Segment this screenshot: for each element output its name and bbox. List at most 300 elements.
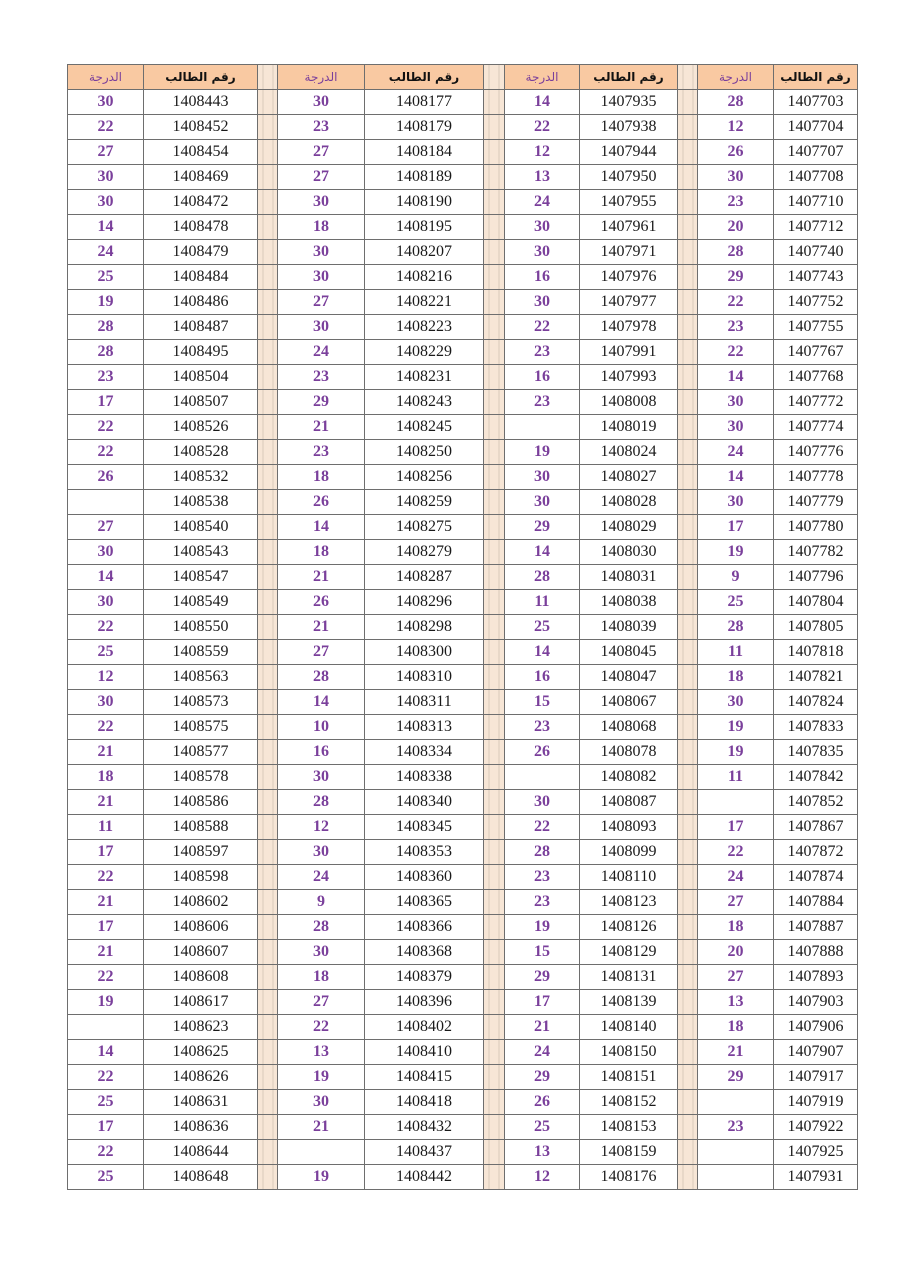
column-separator — [678, 690, 698, 715]
column-separator — [484, 1040, 505, 1065]
grade-cell: 30 — [278, 1090, 365, 1115]
column-separator — [678, 665, 698, 690]
grade-cell: 20 — [698, 215, 774, 240]
student-id-cell: 1408486 — [144, 290, 258, 315]
student-id-cell: 1408027 — [580, 465, 678, 490]
grade-cell: 25 — [505, 1115, 580, 1140]
column-separator — [258, 165, 278, 190]
student-id-cell: 1408231 — [365, 365, 484, 390]
student-id-cell: 1408437 — [365, 1140, 484, 1165]
student-id-cell: 1407842 — [774, 765, 858, 790]
student-id-cell: 1408300 — [365, 640, 484, 665]
grade-cell: 17 — [68, 915, 144, 940]
grade-cell: 19 — [505, 915, 580, 940]
table-row — [68, 765, 858, 790]
grade-cell: 27 — [698, 890, 774, 915]
table-row — [68, 1090, 858, 1115]
grade-cell: 13 — [698, 990, 774, 1015]
student-id-cell: 1407772 — [774, 390, 858, 415]
column-separator — [258, 240, 278, 265]
grade-cell: 19 — [278, 1165, 365, 1190]
grade-cell: 30 — [278, 840, 365, 865]
grade-cell — [698, 1165, 774, 1190]
column-separator — [484, 190, 505, 215]
grade-cell: 14 — [278, 690, 365, 715]
column-separator — [258, 965, 278, 990]
grade-cell: 26 — [68, 465, 144, 490]
student-id-cell: 1408396 — [365, 990, 484, 1015]
grade-cell: 28 — [505, 840, 580, 865]
column-separator — [484, 965, 505, 990]
student-id-cell: 1408478 — [144, 215, 258, 240]
grade-cell: 23 — [505, 865, 580, 890]
student-id-cell: 1407796 — [774, 565, 858, 590]
table-row — [68, 540, 858, 565]
student-id-cell: 1407887 — [774, 915, 858, 940]
student-id-cell: 1408598 — [144, 865, 258, 890]
grade-cell: 16 — [505, 365, 580, 390]
table-row — [68, 715, 858, 740]
grade-cell: 29 — [505, 515, 580, 540]
table-row — [68, 565, 858, 590]
column-separator — [484, 240, 505, 265]
column-separator — [258, 815, 278, 840]
student-id-cell: 1408636 — [144, 1115, 258, 1140]
column-separator — [678, 415, 698, 440]
grade-cell: 9 — [698, 565, 774, 590]
grade-cell: 28 — [505, 565, 580, 590]
column-separator — [484, 215, 505, 240]
student-id-cell: 1407805 — [774, 615, 858, 640]
column-separator — [484, 715, 505, 740]
student-id-cell: 1408443 — [144, 90, 258, 115]
column-separator — [258, 115, 278, 140]
student-id-cell: 1408310 — [365, 665, 484, 690]
student-id-cell: 1407833 — [774, 715, 858, 740]
grade-cell: 22 — [278, 1015, 365, 1040]
grade-cell: 13 — [505, 165, 580, 190]
grade-cell: 17 — [505, 990, 580, 1015]
student-id-cell: 1408577 — [144, 740, 258, 765]
grade-cell: 15 — [505, 690, 580, 715]
column-separator — [678, 265, 698, 290]
student-id-cell: 1407888 — [774, 940, 858, 965]
column-separator — [484, 640, 505, 665]
column-separator — [678, 565, 698, 590]
student-id-cell: 1407976 — [580, 265, 678, 290]
student-id-cell: 1408039 — [580, 615, 678, 640]
column-separator — [258, 740, 278, 765]
table-row — [68, 265, 858, 290]
column-separator — [678, 140, 698, 165]
column-separator — [678, 240, 698, 265]
grade-cell: 21 — [68, 890, 144, 915]
grade-cell: 19 — [698, 540, 774, 565]
column-separator — [258, 540, 278, 565]
table-row — [68, 90, 858, 115]
student-id-cell: 1408543 — [144, 540, 258, 565]
grade-cell: 22 — [698, 340, 774, 365]
column-separator — [678, 865, 698, 890]
student-id-cell: 1408631 — [144, 1090, 258, 1115]
table-row — [68, 365, 858, 390]
student-id-cell: 1407835 — [774, 740, 858, 765]
column-separator — [484, 815, 505, 840]
grade-cell: 19 — [278, 1065, 365, 1090]
grade-cell: 17 — [68, 840, 144, 865]
grade-cell: 11 — [68, 815, 144, 840]
table-row — [68, 415, 858, 440]
column-separator — [678, 790, 698, 815]
grade-cell: 21 — [278, 565, 365, 590]
grade-cell: 11 — [698, 765, 774, 790]
grade-cell: 16 — [278, 740, 365, 765]
student-id-cell: 1408087 — [580, 790, 678, 815]
column-separator — [484, 1115, 505, 1140]
table-row — [68, 590, 858, 615]
column-separator — [678, 815, 698, 840]
column-separator — [678, 390, 698, 415]
table-row — [68, 390, 858, 415]
column-separator — [258, 765, 278, 790]
grade-cell: 18 — [278, 215, 365, 240]
student-id-cell: 1407778 — [774, 465, 858, 490]
column-separator — [678, 465, 698, 490]
grade-cell: 17 — [68, 390, 144, 415]
grade-cell: 22 — [505, 815, 580, 840]
student-id-cell: 1408345 — [365, 815, 484, 840]
student-id-cell: 1408047 — [580, 665, 678, 690]
column-separator — [678, 1040, 698, 1065]
table-row — [68, 690, 858, 715]
student-id-cell: 1408223 — [365, 315, 484, 340]
grade-cell: 25 — [68, 1165, 144, 1190]
student-id-cell: 1407779 — [774, 490, 858, 515]
grades-table — [67, 64, 858, 1190]
grade-cell: 30 — [698, 390, 774, 415]
column-separator — [678, 340, 698, 365]
column-separator — [678, 515, 698, 540]
grade-header: الدرجة — [68, 65, 144, 90]
column-separator — [258, 715, 278, 740]
grade-cell: 30 — [505, 790, 580, 815]
student-id-cell: 1407925 — [774, 1140, 858, 1165]
grade-cell: 26 — [505, 740, 580, 765]
student-id-cell: 1407938 — [580, 115, 678, 140]
column-separator — [484, 65, 505, 90]
grade-cell: 17 — [68, 1115, 144, 1140]
grade-cell: 17 — [698, 515, 774, 540]
student-id-cell: 1407917 — [774, 1065, 858, 1090]
table-row — [68, 615, 858, 640]
grade-cell: 23 — [698, 315, 774, 340]
grade-cell: 28 — [68, 315, 144, 340]
grade-cell: 11 — [505, 590, 580, 615]
grade-cell: 30 — [698, 415, 774, 440]
student-id-cell: 1408559 — [144, 640, 258, 665]
student-id-cell: 1408078 — [580, 740, 678, 765]
grade-header: الدرجة — [698, 65, 774, 90]
student-id-cell: 1408151 — [580, 1065, 678, 1090]
grade-cell: 14 — [68, 1040, 144, 1065]
student-id-cell: 1407707 — [774, 140, 858, 165]
student-id-cell: 1408366 — [365, 915, 484, 940]
table-row — [68, 1140, 858, 1165]
column-separator — [484, 1165, 505, 1190]
student-id-cell: 1408029 — [580, 515, 678, 540]
column-separator — [484, 540, 505, 565]
student-id-cell: 1408279 — [365, 540, 484, 565]
grade-cell: 29 — [278, 390, 365, 415]
column-separator — [484, 165, 505, 190]
column-separator — [484, 665, 505, 690]
student-id-cell: 1408602 — [144, 890, 258, 915]
grade-cell: 24 — [698, 865, 774, 890]
student-id-cell: 1408547 — [144, 565, 258, 590]
grade-cell: 30 — [505, 465, 580, 490]
student-id-cell: 1408152 — [580, 1090, 678, 1115]
column-separator — [484, 140, 505, 165]
grade-cell: 28 — [68, 340, 144, 365]
student-id-cell: 1408313 — [365, 715, 484, 740]
grade-cell: 30 — [278, 190, 365, 215]
column-separator — [258, 1040, 278, 1065]
table-row — [68, 940, 858, 965]
column-separator — [484, 740, 505, 765]
column-separator — [258, 290, 278, 315]
student-id-cell: 1408575 — [144, 715, 258, 740]
column-separator — [678, 590, 698, 615]
student-id-cell: 1408623 — [144, 1015, 258, 1040]
grade-cell: 14 — [698, 465, 774, 490]
grade-cell: 30 — [278, 240, 365, 265]
student-id-cell: 1408625 — [144, 1040, 258, 1065]
column-separator — [258, 565, 278, 590]
column-separator — [484, 690, 505, 715]
student-id-cell: 1408353 — [365, 840, 484, 865]
student-id-cell: 1407818 — [774, 640, 858, 665]
student-id-cell: 1407993 — [580, 365, 678, 390]
grade-cell: 24 — [505, 1040, 580, 1065]
column-separator — [258, 490, 278, 515]
grade-cell: 30 — [68, 690, 144, 715]
column-separator — [484, 365, 505, 390]
table-row — [68, 740, 858, 765]
grade-cell: 26 — [278, 590, 365, 615]
table-row — [68, 1115, 858, 1140]
column-separator — [678, 215, 698, 240]
grade-cell: 27 — [698, 965, 774, 990]
student-id-cell: 1407804 — [774, 590, 858, 615]
column-separator — [258, 440, 278, 465]
student-id-cell: 1408563 — [144, 665, 258, 690]
student-id-cell: 1408024 — [580, 440, 678, 465]
column-separator — [258, 640, 278, 665]
student-id-cell: 1408334 — [365, 740, 484, 765]
student-id-cell: 1407782 — [774, 540, 858, 565]
grade-cell: 21 — [505, 1015, 580, 1040]
grade-cell: 25 — [698, 590, 774, 615]
student-id-cell: 1408432 — [365, 1115, 484, 1140]
column-separator — [678, 640, 698, 665]
grade-cell: 30 — [505, 490, 580, 515]
grade-cell: 30 — [505, 240, 580, 265]
grade-cell: 28 — [278, 790, 365, 815]
student-id-cell: 1408243 — [365, 390, 484, 415]
student-id-cell: 1408452 — [144, 115, 258, 140]
grade-cell: 21 — [278, 1115, 365, 1140]
column-separator — [484, 415, 505, 440]
column-separator — [484, 315, 505, 340]
column-separator — [484, 290, 505, 315]
column-separator — [484, 915, 505, 940]
student-id-cell: 1407903 — [774, 990, 858, 1015]
student-id-cell: 1408123 — [580, 890, 678, 915]
grade-cell: 30 — [505, 215, 580, 240]
column-separator — [258, 265, 278, 290]
grade-cell: 23 — [68, 365, 144, 390]
grade-cell: 19 — [505, 440, 580, 465]
student-id-cell: 1408487 — [144, 315, 258, 340]
student-id-cell: 1408189 — [365, 165, 484, 190]
student-id-cell: 1408368 — [365, 940, 484, 965]
grades-body — [68, 90, 858, 1190]
grade-cell: 12 — [505, 140, 580, 165]
grade-cell: 22 — [505, 115, 580, 140]
student-id-cell: 1408287 — [365, 565, 484, 590]
student-id-cell: 1407955 — [580, 190, 678, 215]
column-separator — [258, 940, 278, 965]
column-separator — [258, 990, 278, 1015]
student-id-cell: 1408472 — [144, 190, 258, 215]
grade-cell — [278, 1140, 365, 1165]
grade-cell — [698, 790, 774, 815]
grade-cell: 12 — [505, 1165, 580, 1190]
column-separator — [484, 615, 505, 640]
grade-cell: 15 — [505, 940, 580, 965]
student-id-cell: 1408221 — [365, 290, 484, 315]
grade-cell: 18 — [698, 665, 774, 690]
grade-cell: 10 — [278, 715, 365, 740]
grade-cell: 14 — [278, 515, 365, 540]
student-id-cell: 1407884 — [774, 890, 858, 915]
grade-cell: 30 — [505, 290, 580, 315]
grade-cell: 18 — [278, 965, 365, 990]
table-row — [68, 340, 858, 365]
grade-cell: 30 — [698, 490, 774, 515]
grade-cell — [698, 1090, 774, 1115]
column-separator — [678, 490, 698, 515]
column-separator — [484, 490, 505, 515]
grade-cell: 23 — [505, 340, 580, 365]
grade-cell — [505, 415, 580, 440]
table-row — [68, 1040, 858, 1065]
column-separator — [678, 990, 698, 1015]
grade-cell: 29 — [698, 1065, 774, 1090]
grade-cell: 14 — [505, 640, 580, 665]
student-id-cell: 1408648 — [144, 1165, 258, 1190]
student-id-cell: 1407752 — [774, 290, 858, 315]
student-id-cell: 1408504 — [144, 365, 258, 390]
grade-cell: 23 — [698, 1115, 774, 1140]
student-id-cell: 1408507 — [144, 390, 258, 415]
student-id-cell: 1408245 — [365, 415, 484, 440]
student-id-cell: 1407931 — [774, 1165, 858, 1190]
grade-cell: 21 — [68, 790, 144, 815]
grade-cell: 27 — [278, 640, 365, 665]
student-id-cell: 1408365 — [365, 890, 484, 915]
student-id-cell: 1408573 — [144, 690, 258, 715]
grade-cell: 22 — [68, 865, 144, 890]
student-id-cell: 1408159 — [580, 1140, 678, 1165]
grade-cell: 30 — [698, 165, 774, 190]
column-separator — [678, 190, 698, 215]
student-id-cell: 1407907 — [774, 1040, 858, 1065]
grade-cell: 18 — [68, 765, 144, 790]
column-separator — [678, 915, 698, 940]
grade-cell: 25 — [68, 640, 144, 665]
student-id-cell: 1408479 — [144, 240, 258, 265]
student-id-cell: 1408068 — [580, 715, 678, 740]
grade-cell: 22 — [698, 290, 774, 315]
column-separator — [484, 1065, 505, 1090]
grade-cell: 27 — [68, 515, 144, 540]
column-separator — [258, 390, 278, 415]
grade-cell: 27 — [278, 140, 365, 165]
grade-cell: 11 — [698, 640, 774, 665]
grade-cell: 22 — [68, 1065, 144, 1090]
grade-cell: 30 — [278, 265, 365, 290]
column-separator — [484, 390, 505, 415]
student-id-cell: 1408484 — [144, 265, 258, 290]
table-row — [68, 440, 858, 465]
column-separator — [258, 865, 278, 890]
student-id-cell: 1408608 — [144, 965, 258, 990]
table-row — [68, 790, 858, 815]
column-separator — [678, 115, 698, 140]
table-row — [68, 465, 858, 490]
student-id-cell: 1408038 — [580, 590, 678, 615]
student-id-cell: 1408338 — [365, 765, 484, 790]
grade-cell: 16 — [505, 265, 580, 290]
grade-cell: 21 — [698, 1040, 774, 1065]
column-separator — [678, 715, 698, 740]
column-separator — [258, 190, 278, 215]
grade-cell: 28 — [698, 90, 774, 115]
student-id-cell: 1408550 — [144, 615, 258, 640]
grade-cell: 23 — [505, 890, 580, 915]
student-id-cell: 1408298 — [365, 615, 484, 640]
grade-cell: 30 — [68, 540, 144, 565]
table-row — [68, 490, 858, 515]
grade-cell: 23 — [505, 390, 580, 415]
grade-cell: 12 — [278, 815, 365, 840]
column-separator — [258, 1165, 278, 1190]
grade-cell: 27 — [278, 990, 365, 1015]
student-id-cell: 1408082 — [580, 765, 678, 790]
student-id-cell: 1408538 — [144, 490, 258, 515]
grade-cell: 19 — [68, 990, 144, 1015]
grade-cell: 21 — [68, 740, 144, 765]
table-row — [68, 290, 858, 315]
grade-cell: 30 — [278, 90, 365, 115]
column-separator — [258, 590, 278, 615]
column-separator — [678, 615, 698, 640]
column-separator — [258, 315, 278, 340]
student-id-cell: 1408110 — [580, 865, 678, 890]
student-id-cell: 1407977 — [580, 290, 678, 315]
student-id-cell: 1408126 — [580, 915, 678, 940]
